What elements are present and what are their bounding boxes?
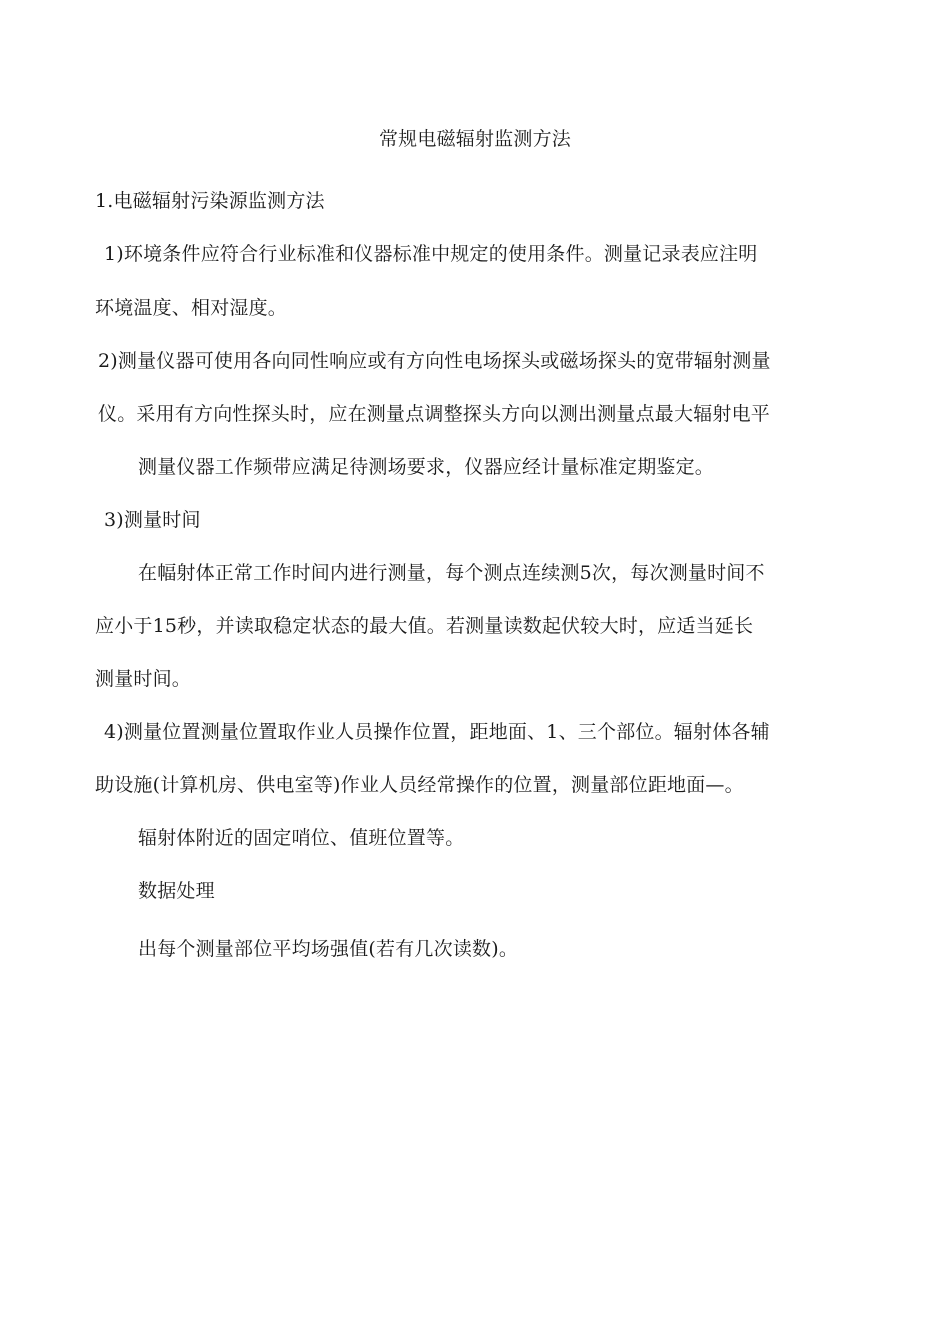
- paragraph-line: 在幅射体正常工作时间内进行测量，每个测点连续测5次，每次测量时间不: [138, 562, 765, 584]
- paragraph-line: 4)测量位置测量位置取作业人员操作位置，距地面、1、三个部位。辐射体各辅: [104, 721, 770, 743]
- paragraph-line: 测量仪器工作频带应满足待测场要求，仪器应经计量标准定期鉴定。: [138, 456, 715, 478]
- paragraph-line: 助设施(计算机房、供电室等)作业人员经常操作的位置，测量部位距地面—。: [95, 774, 744, 796]
- subsection-heading: 3)测量时间: [104, 509, 201, 531]
- paragraph-line: 辐射体附近的固定哨位、值班位置等。: [138, 827, 465, 849]
- paragraph-line: 出每个测量部位平均场强值(若有几次读数)。: [138, 938, 519, 960]
- document-title: 常规电磁辐射监测方法: [378, 128, 571, 150]
- section-heading-1: 1.电磁辐射污染源监测方法: [95, 190, 325, 212]
- paragraph-line: 2)测量仪器可使用各向同性响应或有方向性电场探头或磁场探头的宽带辐射测量: [98, 350, 771, 372]
- subsection-heading: 数据处理: [138, 880, 215, 902]
- paragraph-line: 1)环境条件应符合行业标准和仪器标准中规定的使用条件。测量记录表应注明: [104, 243, 758, 265]
- paragraph-line: 应小于15秒，并读取稳定状态的最大值。若测量读数起伏较大时，应适当延长: [95, 615, 754, 637]
- paragraph-line: 测量时间。: [95, 668, 192, 690]
- paragraph-line: 仪。采用有方向性探头时，应在测量点调整探头方向以测出测量点最大辐射电平: [98, 403, 771, 425]
- paragraph-line: 环境温度、相对湿度。: [95, 297, 288, 319]
